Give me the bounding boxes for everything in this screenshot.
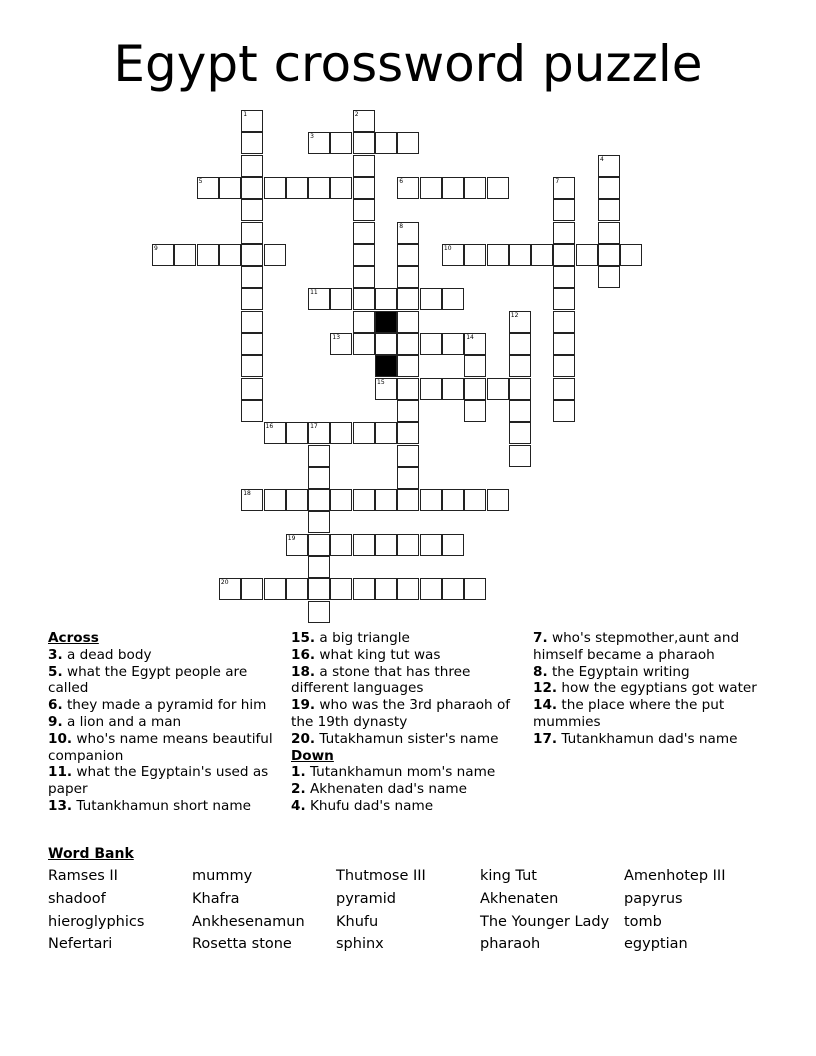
grid-cell[interactable] [286,489,308,511]
grid-cell[interactable] [375,288,397,310]
clue-item [291,764,521,781]
grid-cell[interactable] [330,177,352,199]
grid-cell[interactable] [308,511,330,533]
grid-cell[interactable] [487,244,509,266]
clue-item [533,731,763,748]
clue-text: Tutankhamun short name [72,797,251,814]
clue-item [291,731,521,748]
grid-cell[interactable] [487,177,509,199]
grid-cell[interactable] [509,244,531,266]
word-bank-item: sphinx [336,936,384,952]
clue-text: a big triangle [315,630,410,646]
grid-cell[interactable] [308,445,330,467]
clue-number: 16 [265,423,274,431]
clue-number: 15 [377,378,385,386]
grid-cell[interactable] [442,578,464,600]
grid-cell[interactable] [397,288,419,310]
grid-cell[interactable] [241,199,263,221]
grid-cell[interactable] [241,355,263,377]
word-bank-item: Amenhotep III [624,868,726,884]
word-bank-item: papyrus [624,891,683,907]
grid-cell[interactable] [620,244,642,266]
clue-text: a dead body [62,646,152,663]
clue-item [48,647,278,664]
grid-cell[interactable] [353,422,375,444]
grid-cell[interactable] [397,445,419,467]
grid-cell[interactable] [308,534,330,556]
grid-cell[interactable] [308,467,330,489]
clue-text: how the egyptians got water [557,680,757,697]
grid-cell[interactable] [375,422,397,444]
grid-cell[interactable] [375,534,397,556]
clue-number: 7 [555,177,560,185]
grid-cell[interactable] [197,244,219,266]
grid-cell[interactable] [553,222,575,244]
grid-cell[interactable] [308,177,330,199]
grid-cell[interactable] [553,333,575,355]
grid-cell[interactable] [442,177,464,199]
clue-text: Akhenaten dad's name [305,781,467,798]
word-bank-item: Ankhesenamun [192,914,305,930]
grid-cell[interactable] [241,288,263,310]
grid-cell[interactable] [553,266,575,288]
grid-cell[interactable] [553,199,575,221]
grid-cell[interactable] [598,222,620,244]
black-cell [375,355,397,377]
clue-num: 16. [291,646,316,663]
grid-cell[interactable] [330,534,352,556]
word-bank-item: Khafra [192,891,240,907]
clue-number: 12 [510,311,519,319]
clue-item [291,647,521,664]
grid-cell[interactable] [353,155,375,177]
grid-cell[interactable] [553,288,575,310]
clue-number: 5 [198,177,203,185]
grid-cell[interactable] [353,177,375,199]
clue-item [48,714,278,731]
grid-cell[interactable] [397,355,419,377]
grid-cell[interactable] [375,578,397,600]
grid-cell[interactable] [464,378,486,400]
clue-item [533,664,763,681]
grid-cell[interactable] [308,556,330,578]
grid-cell[interactable] [264,578,286,600]
grid-cell[interactable] [464,177,486,199]
grid-cell[interactable] [464,244,486,266]
grid-cell[interactable] [464,489,486,511]
grid-cell[interactable] [241,333,263,355]
grid-cell[interactable] [241,311,263,333]
grid-cell[interactable] [464,400,486,422]
grid-cell[interactable] [420,288,442,310]
black-cell [375,311,397,333]
grid-cell[interactable] [353,534,375,556]
grid-cell[interactable] [397,333,419,355]
clue-item [48,664,278,698]
word-bank-item: Khufu [336,914,379,930]
clue-number: 8 [399,222,404,230]
clue-num: 2. [291,781,306,798]
grid-cell[interactable] [397,378,419,400]
clue-item [533,697,763,731]
clue-item [291,798,521,815]
grid-cell[interactable] [241,400,263,422]
clue-num: 17. [533,730,558,747]
grid-cell[interactable] [375,333,397,355]
clue-text: what the Egypt people are called [48,663,248,697]
clue-text: Tutankhamun dad's name [557,730,738,747]
clue-text: Khufu dad's name [305,797,434,814]
grid-cell[interactable] [420,489,442,511]
clue-num: 3. [48,646,63,663]
word-bank-item: Rosetta stone [192,936,292,952]
grid-cell[interactable] [553,244,575,266]
grid-cell[interactable] [353,311,375,333]
clue-item [291,630,521,647]
clue-item [291,664,521,698]
grid-cell[interactable] [353,489,375,511]
word-bank-item: hieroglyphics [48,914,145,930]
grid-cell[interactable] [397,467,419,489]
word-bank-item: king Tut [480,868,537,884]
clue-num: 8. [533,663,548,680]
word-bank-item: Ramses II [48,868,118,884]
grid-cell[interactable] [442,534,464,556]
grid-cell[interactable] [420,534,442,556]
clue-number: 3 [310,133,314,141]
clue-number: 6 [399,177,404,185]
clue-number: 14 [466,334,474,341]
grid-cell[interactable] [264,177,286,199]
clue-num: 7. [533,630,548,646]
word-bank-item: Thutmose III [336,868,426,884]
word-bank-item: pyramid [336,891,396,907]
clue-text: a lion and a man [62,713,182,730]
clue-num: 13. [48,797,73,814]
clue-text: who's stepmother,aunt and himself became a pharaoh [533,630,740,663]
clue-num: 15. [291,630,316,646]
grid-cell[interactable] [174,244,196,266]
grid-cell[interactable] [442,288,464,310]
grid-cell[interactable] [397,534,419,556]
grid-cell[interactable] [397,132,419,154]
grid-cell[interactable] [308,489,330,511]
grid-cell[interactable] [286,177,308,199]
clue-text: what king tut was [315,646,441,663]
grid-cell[interactable] [353,222,375,244]
grid-cell[interactable] [241,132,263,154]
grid-cell[interactable] [598,199,620,221]
clue-num: 20. [291,730,316,747]
word-bank-item: shadoof [48,891,106,907]
grid-cell[interactable] [509,378,531,400]
across-heading: Across [48,630,99,646]
grid-cell[interactable] [241,578,263,600]
grid-cell[interactable] [420,177,442,199]
clue-item [48,764,278,798]
clue-num: 6. [48,697,63,714]
grid-cell[interactable] [598,266,620,288]
grid-cell[interactable] [397,489,419,511]
grid-cell[interactable] [442,489,464,511]
clue-text: the Egyptain writing [547,663,690,680]
clue-text: who was the 3rd pharaoh of the 19th dynasty [291,697,511,730]
grid-cell[interactable] [509,400,531,422]
grid-cell[interactable] [264,244,286,266]
clue-num: 1. [291,764,306,781]
grid-cell[interactable] [353,199,375,221]
word-bank-item: pharaoh [480,936,541,952]
grid-cell[interactable] [353,244,375,266]
grid-cell[interactable] [353,132,375,154]
grid-cell[interactable] [553,311,575,333]
clue-num: 9. [48,713,63,730]
clue-num: 5. [48,663,63,680]
grid-cell[interactable] [330,578,352,600]
word-bank-item: Nefertari [48,936,113,952]
clue-item [48,697,278,714]
clue-text: what the Egyptain's used as paper [48,764,269,798]
clue-column-2 [291,630,521,815]
clue-number: 9 [154,244,158,252]
grid-cell[interactable] [219,244,241,266]
grid-cell[interactable] [397,422,419,444]
clue-text: who's name means beautiful companion [48,730,273,764]
grid-cell[interactable] [308,578,330,600]
word-bank-title: Word Bank [48,846,134,862]
clue-num: 11. [48,764,73,781]
grid-cell[interactable] [375,132,397,154]
clue-text: a stone that has three different languages [291,663,471,697]
clue-number: 13 [332,334,341,341]
grid-cell[interactable] [487,489,509,511]
word-bank-item: mummy [192,868,253,884]
clue-number: 19 [287,534,296,542]
clue-item [291,781,521,798]
clue-number: 2 [354,111,359,118]
clue-num: 18. [291,663,316,680]
grid-cell[interactable] [219,177,241,199]
clue-num: 19. [291,697,316,714]
clue-item [291,697,521,731]
grid-cell[interactable] [509,445,531,467]
grid-cell[interactable] [330,132,352,154]
grid-cell[interactable] [241,244,263,266]
clue-num: 14. [533,697,558,714]
grid-cell[interactable] [241,378,263,400]
grid-cell[interactable] [286,422,308,444]
clue-number: 17 [310,423,318,431]
grid-cell[interactable] [330,288,352,310]
grid-cell[interactable] [420,578,442,600]
clue-number: 10 [443,244,452,252]
grid-cell[interactable] [576,244,598,266]
grid-cell[interactable] [286,578,308,600]
grid-cell[interactable] [397,578,419,600]
grid-cell[interactable] [464,578,486,600]
clue-num: 4. [291,797,306,814]
word-bank-item: Akhenaten [480,891,559,907]
grid-cell[interactable] [397,244,419,266]
clue-item [533,630,763,664]
grid-cell[interactable] [553,355,575,377]
puzzle-title: Egypt crossword puzzle [113,35,703,93]
grid-cell[interactable] [442,333,464,355]
grid-cell[interactable] [397,400,419,422]
grid-cell[interactable] [442,378,464,400]
word-bank-item: tomb [624,914,662,930]
grid-cell[interactable] [330,489,352,511]
grid-cell[interactable] [598,244,620,266]
word-bank-item: egyptian [624,936,688,952]
clue-text: the place where the put mummies [533,697,725,730]
grid-cell[interactable] [509,355,531,377]
grid-cell[interactable] [553,400,575,422]
grid-cell[interactable] [420,333,442,355]
word-bank-item: The Younger Lady [480,914,610,930]
grid-cell[interactable] [531,244,553,266]
clue-number: 20 [220,579,229,587]
grid-cell[interactable] [241,266,263,288]
clue-column-1 [48,630,278,815]
grid-cell[interactable] [241,222,263,244]
grid-cell[interactable] [397,266,419,288]
clue-column-3 [533,630,763,748]
grid-cell[interactable] [330,422,352,444]
grid-cell[interactable] [598,177,620,199]
clue-text: they made a pyramid for him [62,697,267,714]
clue-num: 12. [533,680,558,697]
grid-cell[interactable] [553,378,575,400]
grid-cell[interactable] [353,288,375,310]
grid-cell[interactable] [464,355,486,377]
grid-cell[interactable] [241,177,263,199]
clue-num: 10. [48,730,73,747]
down-heading: Down [291,747,334,764]
clue-number: 4 [600,155,604,163]
grid-cell[interactable] [308,601,330,623]
clue-number: 18 [243,490,251,498]
grid-cell[interactable] [353,578,375,600]
clue-number: 1 [243,111,248,118]
grid-cell[interactable] [353,266,375,288]
clue-text: Tutakhamun sister's name [315,730,499,747]
clue-item [48,798,278,815]
grid-cell[interactable] [353,333,375,355]
clue-number: 11 [310,289,318,297]
grid-cell[interactable] [509,422,531,444]
grid-cell[interactable] [375,489,397,511]
clue-item [48,731,278,765]
grid-cell[interactable] [420,378,442,400]
clue-item [533,680,763,697]
grid-cell[interactable] [487,378,509,400]
grid-cell[interactable] [509,333,531,355]
grid-cell[interactable] [241,155,263,177]
grid-cell[interactable] [264,489,286,511]
clue-text: Tutankhamun mom's name [305,764,496,781]
grid-cell[interactable] [397,311,419,333]
